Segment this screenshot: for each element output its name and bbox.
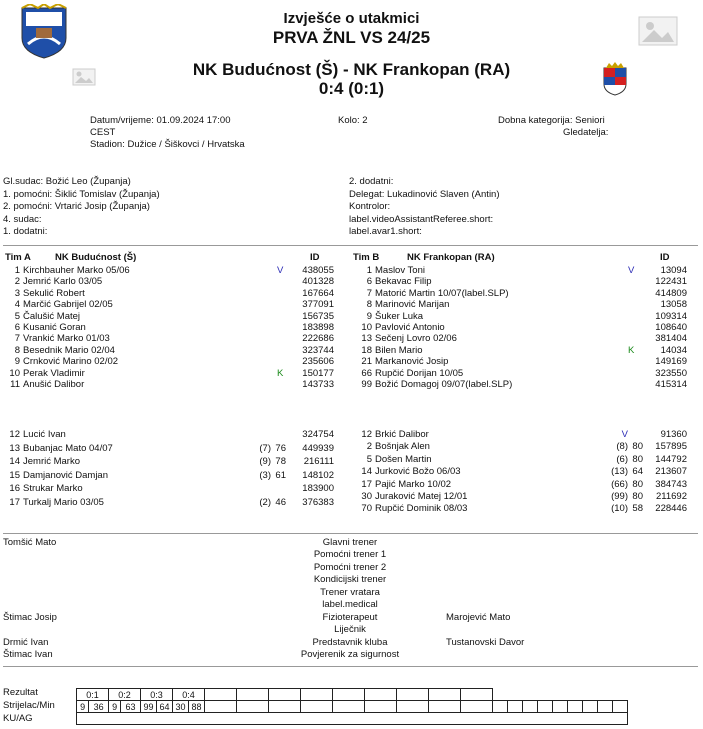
shirt-number: 8 (14, 344, 20, 356)
staff-role: Povjerenik za sigurnost (300, 649, 400, 660)
empty-cell (332, 701, 364, 713)
empty-cell (300, 701, 332, 713)
staff-left-name: Tomšić Mato (3, 537, 57, 548)
player-row (0, 265, 350, 276)
player-name: Sečenj Lovro 02/06 (375, 333, 457, 345)
sub-for: (10) (611, 503, 628, 515)
player-name: Bekavac Filip (375, 276, 432, 288)
player-id: 13058 (660, 299, 687, 311)
player-id: 381404 (655, 333, 687, 345)
sub-for: (99) (611, 491, 628, 502)
empty-cell (300, 689, 332, 701)
player-name: Anušić Dalibor (23, 379, 85, 390)
empty-cell (597, 701, 612, 713)
player-row (352, 299, 702, 310)
empty-cell (552, 701, 567, 713)
substitute-row (0, 497, 350, 508)
player-name: Crnković Marino 02/02 (23, 356, 119, 368)
player-id: 401328 (302, 276, 334, 288)
sub-minute: 46 (275, 497, 286, 508)
player-name: Lucić Ivan (23, 429, 66, 440)
empty-cell (460, 701, 492, 713)
role-badge: K (628, 344, 635, 356)
shirt-number: 3 (14, 287, 20, 299)
player-row (0, 299, 350, 310)
player-name: Turkalj Mario 03/05 (23, 497, 104, 508)
player-row (0, 288, 350, 299)
empty-cell (204, 689, 236, 701)
team-a-id-header: ID (310, 252, 320, 263)
result-cell: 0:2 (108, 689, 140, 701)
spectators: Gledatelja: (563, 127, 609, 138)
sub-for: (66) (611, 478, 628, 490)
shirt-number: 7 (14, 333, 20, 345)
player-name: Kusanić Goran (23, 322, 86, 333)
player-name: Jemrić Karlo 03/05 (23, 276, 103, 288)
sub-for: (3) (259, 469, 271, 481)
sub-for: (9) (259, 456, 271, 468)
player-name: Jurković Božo 06/03 (375, 466, 461, 478)
player-name: Marčić Gabrijel 02/05 (23, 299, 113, 311)
official-line: 1. dodatni: (3, 226, 48, 237)
shirt-number: 12 (9, 429, 20, 440)
player-id: 109314 (655, 310, 687, 322)
shirt-number: 13 (9, 442, 20, 454)
official-line: 4. sudac: (3, 213, 42, 225)
player-name: Maslov Toni (375, 265, 425, 276)
player-row (352, 276, 702, 287)
player-name: Damjanović Damjan (23, 469, 109, 481)
staff-role: Kondicijski trener (313, 574, 387, 585)
player-row (352, 333, 702, 344)
player-id: 235606 (302, 356, 334, 368)
player-id: 438055 (302, 265, 334, 276)
player-name: Šuker Luka (375, 310, 424, 322)
empty-cell (492, 701, 507, 713)
substitute-row (352, 479, 702, 490)
player-name: Rupčić Dominik 08/03 (375, 503, 468, 515)
shirt-number: 18 (361, 344, 372, 356)
result-label: Rezultat (3, 687, 38, 698)
player-id: 143733 (302, 379, 334, 390)
sub-minute: 76 (275, 442, 286, 454)
substitute-row (352, 466, 702, 477)
player-name: Perak Vladimir (23, 367, 85, 379)
player-row (352, 379, 702, 390)
sub-for: (8) (616, 441, 628, 453)
shirt-number: 66 (361, 367, 372, 379)
player-id: 414809 (655, 287, 687, 299)
staff-right-name: Tustanovski Davor (446, 637, 525, 648)
sub-minute: 58 (632, 503, 643, 515)
empty-cell (396, 689, 428, 701)
staff-left-name: Štimac Ivan (3, 649, 53, 660)
player-row (352, 322, 702, 333)
divider (3, 666, 698, 667)
shirt-number: 14 (9, 456, 20, 468)
substitute-row (0, 483, 350, 494)
player-name: Pajić Marko 10/02 (375, 478, 452, 490)
team-b-label: Tim B (353, 252, 380, 263)
empty-cell (268, 689, 300, 701)
empty-cell (522, 701, 537, 713)
official-line: Gl.sudac: Božić Leo (Županja) (3, 176, 131, 187)
player-id: 213607 (655, 466, 687, 478)
divider (3, 533, 698, 534)
official-line: 2. pomoćni: Vrtarić Josip (Županja) (3, 201, 150, 212)
shirt-number: 11 (10, 379, 20, 390)
player-name: Matorić Martin 10/07(label.SLP) (375, 287, 509, 299)
player-row (352, 345, 702, 356)
scorer-cell: 36 (89, 701, 109, 713)
player-id: 144792 (655, 453, 687, 465)
shirt-number: 15 (9, 469, 20, 481)
player-id: 150177 (302, 367, 334, 379)
role-badge: V (277, 265, 284, 276)
role-badge: V (628, 265, 635, 276)
official-line: Kontrolor: (349, 201, 391, 212)
official-line: 2. dodatni: (349, 176, 394, 187)
player-row (0, 379, 350, 390)
shirt-number: 10 (361, 322, 372, 333)
player-id: 323550 (655, 367, 687, 379)
shirt-number: 2 (14, 276, 20, 288)
substitute-row (352, 454, 702, 465)
player-row (0, 333, 350, 344)
staff-role: Pomoćni trener 1 (313, 549, 387, 560)
player-name: Pavlović Antonio (375, 322, 445, 333)
shirt-number: 6 (14, 322, 20, 333)
player-row (0, 311, 350, 322)
cards-label: KU/AG (3, 713, 33, 724)
official-line: label.videoAssistantReferee.short: (349, 213, 494, 225)
scorer-cell: 30 (172, 701, 188, 713)
team-a-label: Tim A (5, 252, 31, 263)
staff-role: Trener vratara (320, 587, 380, 598)
player-id: 228446 (655, 503, 687, 515)
player-id: 148102 (302, 469, 334, 481)
player-id: 384743 (655, 478, 687, 490)
player-id: 376383 (302, 497, 334, 508)
scorer-cell: 9 (108, 701, 120, 713)
player-id: 183898 (302, 322, 334, 333)
player-row (352, 356, 702, 367)
staff-role: Liječnik (334, 624, 366, 635)
player-id: 222686 (302, 333, 334, 345)
empty-cell (236, 701, 268, 713)
sub-minute: 80 (632, 453, 643, 465)
team-b-id-header: ID (660, 252, 670, 263)
empty-cell (428, 689, 460, 701)
player-row (0, 276, 350, 287)
player-id: 156735 (302, 310, 334, 322)
report-title: Izvješće o utakmici (283, 10, 420, 27)
shirt-number: 16 (9, 483, 20, 495)
sub-for: (13) (611, 466, 628, 478)
scorer-cell: 9 (77, 701, 89, 713)
player-name: Čalušić Matej (23, 310, 81, 322)
sub-for: (7) (259, 442, 271, 454)
shirt-number: 2 (366, 441, 372, 453)
substitute-row (352, 491, 702, 502)
shirt-number: 70 (361, 503, 372, 515)
empty-cell (396, 701, 428, 713)
substitute-row (352, 441, 702, 452)
shirt-number: 14 (361, 466, 372, 478)
shirt-number: 30 (361, 491, 372, 502)
shirt-number: 5 (14, 310, 20, 322)
shirt-number: 21 (361, 356, 372, 368)
match-title: NK Budućnost (Š) - NK Frankopan (RA) (192, 60, 511, 79)
player-row (352, 288, 702, 299)
sub-minute: 78 (275, 456, 286, 468)
staff-role: label.medical (322, 599, 378, 610)
player-name: Strukar Marko (23, 483, 83, 495)
empty-cell (364, 701, 396, 713)
staff-left-name: Drmić Ivan (3, 637, 49, 648)
empty-cell (364, 689, 396, 701)
cards-cell (77, 713, 628, 725)
empty-cell (332, 689, 364, 701)
staff-role: Glavni trener (322, 537, 378, 548)
sub-for: V (621, 429, 628, 440)
player-name: Bubanjac Mato 04/07 (23, 442, 113, 454)
result-cell: 0:1 (77, 689, 109, 701)
player-id: 183900 (302, 483, 334, 495)
player-row (0, 368, 350, 379)
player-name: Markanović Josip (375, 356, 449, 368)
shirt-number: 8 (366, 299, 372, 311)
result-cell: 0:4 (172, 689, 204, 701)
scorer-label: Strijelac/Min (3, 700, 55, 711)
shirt-number: 10 (9, 367, 20, 379)
player-name: Vrankić Marko 01/03 (23, 333, 110, 345)
player-id: 149169 (655, 356, 687, 368)
official-line: label.avar1.short: (349, 226, 422, 237)
age-category: Dobna kategorija: Seniori (498, 115, 605, 126)
empty-cell (582, 701, 597, 713)
shirt-number: 1 (14, 265, 20, 276)
player-name: Kirchbauher Marko 05/06 (23, 265, 130, 276)
player-name: Božić Domagoj 09/07(label.SLP) (375, 379, 513, 390)
results-table (76, 688, 628, 725)
player-name: Sekulić Robert (23, 287, 85, 299)
staff-right-name: Marojević Mato (446, 612, 511, 623)
player-row (0, 356, 350, 367)
match-score: 0:4 (0:1) (318, 79, 385, 98)
player-name: Juraković Matej 12/01 (375, 491, 468, 502)
match-stadium: Stadion: Dužice / Šiškovci / Hrvatska (90, 139, 245, 150)
role-badge: K (277, 367, 284, 379)
league-title: PRVA ŽNL VS 24/25 (272, 28, 431, 47)
player-name: Došen Martin (375, 453, 432, 465)
player-id: 449939 (302, 442, 334, 454)
substitute-row (352, 503, 702, 514)
player-id: 415314 (655, 379, 687, 390)
sub-minute: 80 (632, 478, 643, 490)
empty-cell (567, 701, 582, 713)
player-row (352, 368, 702, 379)
substitute-row (0, 470, 350, 481)
empty-cell (460, 689, 492, 701)
player-name: Bilen Mario (375, 344, 423, 356)
staff-role: Pomoćni trener 2 (313, 562, 387, 573)
staff-left-name: Štimac Josip (3, 612, 57, 623)
player-row (352, 311, 702, 322)
sub-minute: 64 (632, 466, 643, 478)
player-name: Besednik Mario 02/04 (23, 344, 115, 356)
player-id: 324754 (302, 429, 334, 440)
shirt-number: 13 (361, 333, 372, 345)
match-datetime: Datum/vrijeme: 01.09.2024 17:00 (90, 115, 231, 126)
sub-for: (2) (259, 497, 271, 508)
player-id: 377091 (302, 299, 334, 311)
player-name: Jemrić Marko (23, 456, 81, 468)
official-line: 1. pomoćni: Šiklić Tomislav (Županja) (3, 188, 160, 200)
scorer-cell: 99 (140, 701, 156, 713)
player-name: Bošnjak Alen (375, 441, 430, 453)
player-id: 122431 (655, 276, 687, 288)
empty-cell (236, 689, 268, 701)
result-cell: 0:3 (140, 689, 172, 701)
team-b-name: NK Frankopan (RA) (407, 252, 495, 263)
player-name: Marinović Marijan (375, 299, 450, 311)
shirt-number: 1 (366, 265, 372, 276)
shirt-number: 5 (366, 453, 372, 465)
player-id: 91360 (660, 429, 687, 440)
shirt-number: 4 (14, 299, 20, 311)
empty-cell (428, 701, 460, 713)
staff-role: Predstavnik kluba (312, 637, 388, 648)
player-row (0, 345, 350, 356)
official-line: Delegat: Lukadinović Slaven (Antin) (349, 188, 500, 200)
sub-for: (6) (616, 453, 628, 465)
scorer-cell: 63 (121, 701, 141, 713)
substitute-row (0, 456, 350, 467)
shirt-number: 17 (361, 478, 372, 490)
shirt-number: 7 (366, 287, 372, 299)
shirt-number: 9 (14, 356, 20, 368)
substitute-row (0, 443, 350, 454)
player-id: 108640 (655, 322, 687, 333)
sub-minute: 80 (632, 441, 643, 453)
substitute-row (0, 429, 350, 440)
player-id: 216111 (303, 456, 334, 468)
scorer-cell: 64 (156, 701, 172, 713)
scorer-cell: 88 (188, 701, 204, 713)
empty-cell (507, 701, 522, 713)
player-row (0, 322, 350, 333)
empty-cell (537, 701, 552, 713)
sub-minute: 80 (632, 491, 643, 502)
player-id: 167664 (302, 287, 334, 299)
player-id: 323744 (302, 344, 334, 356)
shirt-number: 12 (361, 429, 372, 440)
player-name: Rupčić Dorijan 10/05 (375, 367, 464, 379)
divider (3, 245, 698, 246)
team-a-name: NK Budućnost (Š) (55, 252, 137, 263)
substitute-row (352, 429, 702, 440)
staff-role: Fizioterapeut (322, 612, 378, 623)
match-round: Kolo: 2 (338, 115, 368, 126)
shirt-number: 9 (366, 310, 372, 322)
player-name: Brkić Dalibor (375, 429, 429, 440)
player-id: 13094 (660, 265, 687, 276)
player-id: 14034 (660, 344, 687, 356)
shirt-number: 6 (366, 276, 372, 288)
shirt-number: 99 (361, 379, 372, 390)
player-id: 157895 (655, 441, 687, 453)
match-timezone: CEST (90, 127, 116, 138)
player-id: 211692 (656, 491, 687, 502)
player-row (352, 265, 702, 276)
empty-cell (612, 701, 627, 713)
shirt-number: 17 (9, 497, 20, 508)
sub-minute: 61 (275, 469, 286, 481)
empty-cell (204, 701, 236, 713)
empty-cell (268, 701, 300, 713)
